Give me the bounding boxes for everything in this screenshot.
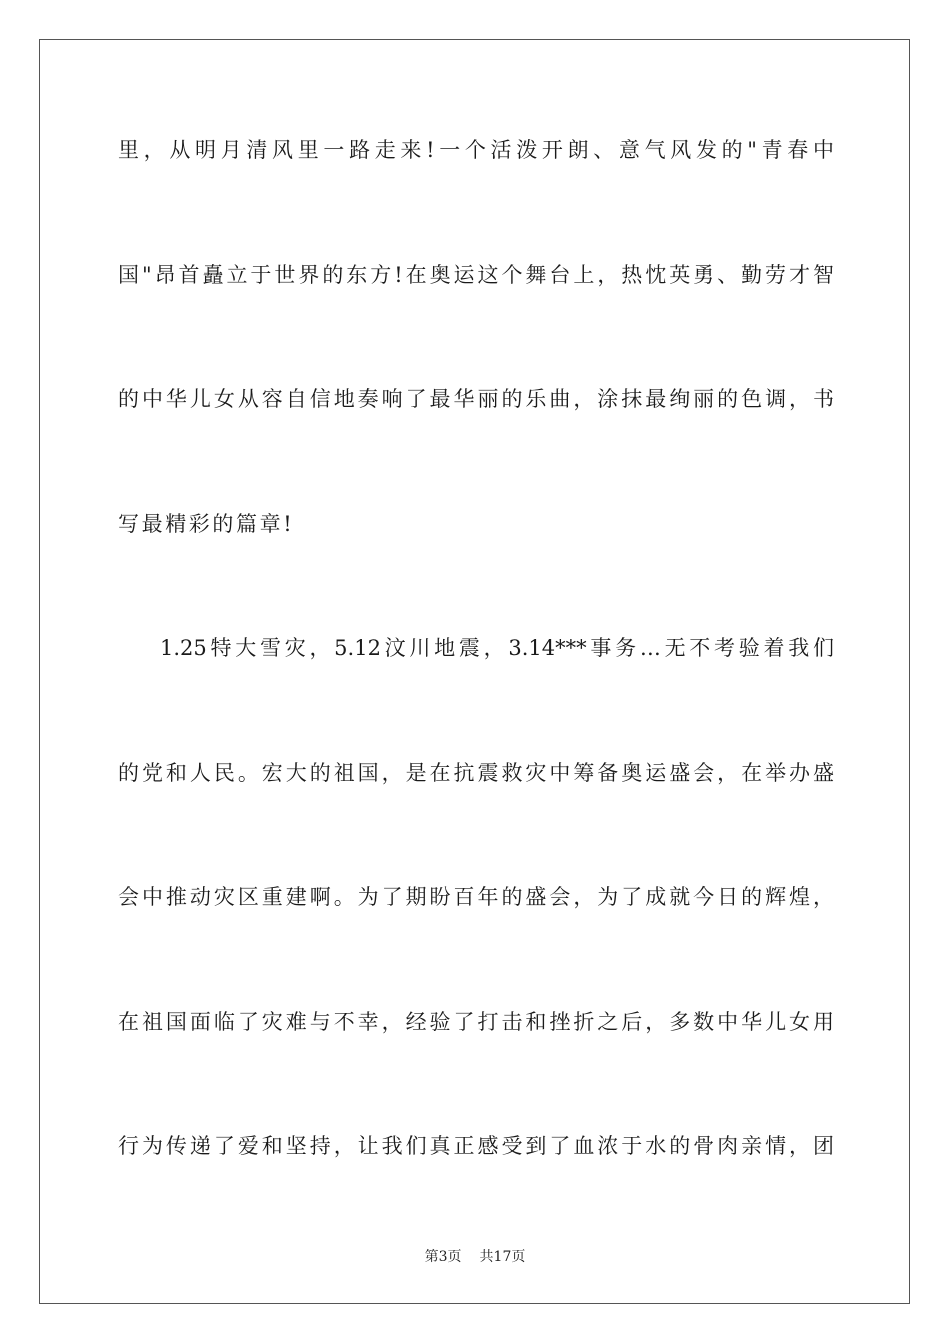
page-border	[39, 39, 910, 1304]
page-number: 第3页	[424, 1249, 462, 1265]
text-line-6: 的党和人民。宏大的祖国，是在抗震救灾中筹备奥运盛会，在举办盛	[118, 761, 834, 785]
text-line-8: 在祖国面临了灾难与不幸，经验了打击和挫折之后，多数中华儿女用	[118, 1010, 834, 1034]
text-line-2: 国"昂首矗立于世界的东方!在奥运这个舞台上，热忱英勇、勤劳才智	[118, 263, 834, 287]
text-line-9: 行为传递了爱和坚持，让我们真正感受到了血浓于水的骨肉亲情，团	[118, 1134, 834, 1158]
text-line-5: 1.25特大雪灾，5.12汶川地震，3.14***事务…无不考验着我们	[160, 636, 834, 660]
text-line-3: 的中华儿女从容自信地奏响了最华丽的乐曲，涂抹最绚丽的色调，书	[118, 387, 834, 411]
text-line-7: 会中推动灾区重建啊。为了期盼百年的盛会，为了成就今日的辉煌，	[118, 885, 834, 909]
text-line-4: 写最精彩的篇章!	[118, 512, 295, 536]
page-footer	[0, 1248, 950, 1266]
text-line-1: 里，从明月清风里一路走来!一个活泼开朗、意气风发的"青春中	[118, 138, 834, 162]
page-total: 共17页	[479, 1249, 526, 1265]
